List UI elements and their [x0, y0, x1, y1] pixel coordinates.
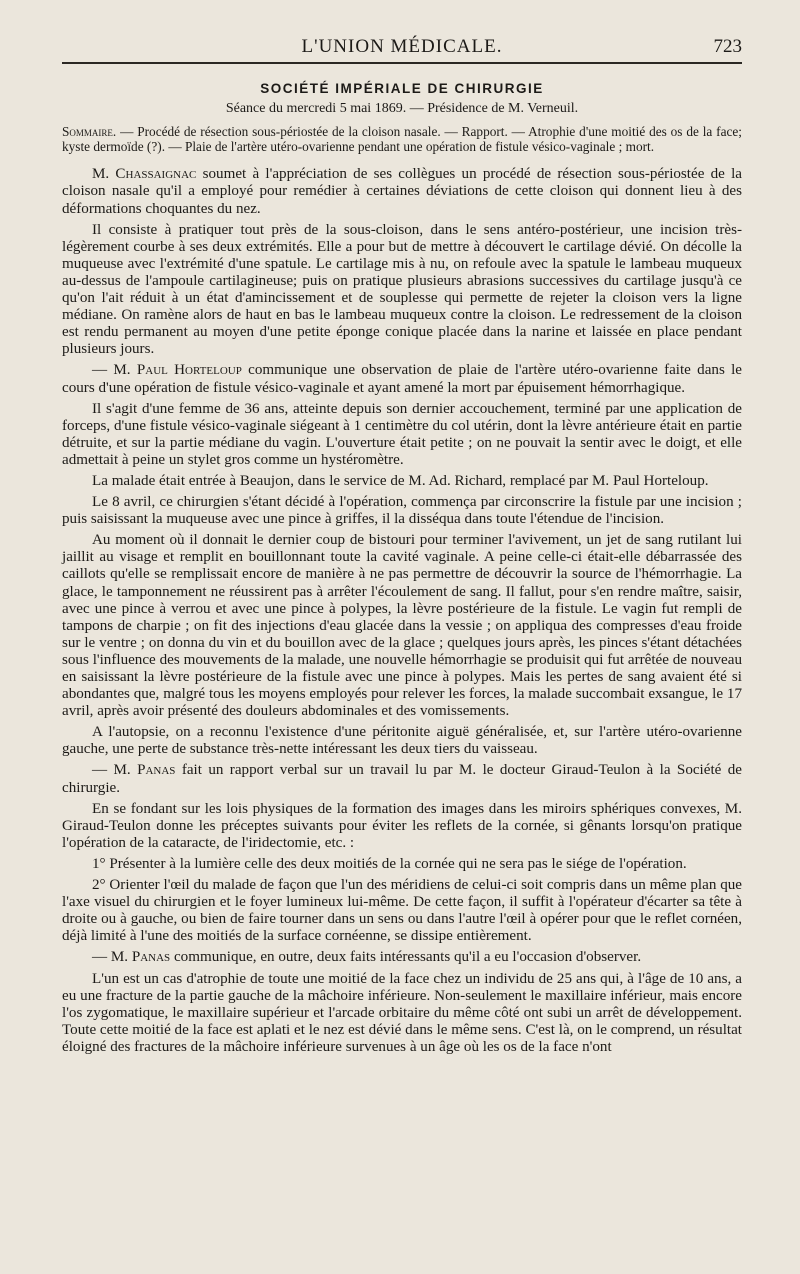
paragraph-text: Au moment où il donnait le dernier coup de bistouri pour terminer l'avivement, un jet de sang rutilant lui jaillit au visage et remplit en bouillonnant toute la cavité vaginale. A peine celle-ci était-elle débarrassée des caillots qu'elle se remplissait encore de manière à ne pas permettre de découvrir la source de l'hémorrhagie. La glace, le tamponnement ne réussirent pas à arrêter l'écoulement de sang. Il fallut, pour s'en rendre maître, saisir, avec une pince à verrou et avec une pince à polypes, la lèvre postérieure de la fistule. Le vagin fut rempli de tampons de charpie ; on fit des injections d'eau glacée dans la vessie ; on appliqua des compresses d'eau froide sur le ventre ; on donna du vin et du bouillon avec de la glace ; quelques jours après, les pinces s'étant détachées sous l'influence des mouvements de la malade, une nouvelle hémorrhagie se produisit qui fut arrêtée de nouveau en saisissant la lèvre postérieure de la fistule avec une pince à polypes. Mais les pertes de sang avaient été si abondantes que, malgré tous les moyens employés pour relever les forces, la malade succombait exsangue, le 17 avril, après avoir présenté des douleurs abdominales et des vomissements.	[62, 532, 742, 720]
speaker-name: — M. Panas	[92, 762, 176, 779]
paragraph-text: fait un rapport verbal sur un travail lu par M. le docteur Giraud-Teulon à la Société de chirurgie.	[62, 762, 742, 796]
session-line: Séance du mercredi 5 mai 1869. — Présidence de M. Verneuil.	[225, 101, 579, 117]
paragraph	[62, 724, 742, 758]
paragraph	[62, 532, 742, 720]
paragraph-list	[62, 166, 742, 1056]
summary-text: — Procédé de résection sous-périostée de la cloison nasale. — Rapport. — Atrophie d'une moitié des os de la face; kyste dermoïde (?). — Plaie de l'artère utéro-ovarienne pendant une opération de fistule vésico-vaginale ; mort.	[62, 124, 742, 154]
paragraph-text: Il consiste à pratiquer tout près de la sous-cloison, dans le sens antéro-postérieur, une incision très-légèrement courbe à ses deux extrémités. Elle a pour but de mettre à découvert le cartilage dévié. On décolle la muqueuse avec l'extrémité d'une spatule. Le cartilage mis à nu, on refoule avec la spatule le lambeau muqueux au-dessus de l'ampoule cartilagineuse; puis on pratique plusieurs abrasions successives du cartilage jusqu'à ce qu'on l'ait réduit à un état d'amincissement et de souplesse qui permette de rejeter la cloison vers la ligne médiane. On ramène alors de haut en bas le lambeau muqueux contre la cloison. Le redressement de la cloison est rendu permanent au moyen d'une petite éponge conique placée dans la narine et laissée en place pendant plusieurs jours.	[62, 221, 742, 358]
paragraph-text: La malade était entrée à Beaujon, dans le service de M. Ad. Richard, remplacé par M. Paul Horteloup.	[92, 472, 709, 489]
summary-label: Sommaire.	[62, 124, 117, 140]
paragraph	[62, 473, 742, 490]
paragraph-text: communique une observation de plaie de l'artère utéro-ovarienne faite dans le cours d'une opération de fistule vésico-vaginale et ayant amené la mort par épuisement hémorrhagique.	[62, 362, 743, 396]
paragraph	[62, 877, 742, 945]
paragraph	[62, 362, 742, 396]
speaker-name: M. Chassaignac	[92, 166, 197, 183]
paragraph-text: 1° Présenter à la lumière celle des deux moitiés de la cornée qui ne sera pas le siége de l'opération.	[92, 855, 687, 872]
paragraph-text: 2° Orienter l'œil du malade de façon que l'un des méridiens de celui-ci soit compris dans un même plan que l'axe visuel du chirurgien et le foyer lumineux lui-même. De cette façon, il suffit à l'opérateur d'écarter sa tête à droite ou à gauche, ou bien de faire tourner dans un sens ou dans l'autre l'œil à opérer pour que le reflet cornéen, déjà limité à l'une des moitiés de la surface cornéenne, se dissipe entièrement.	[62, 877, 742, 945]
paragraph-text: Il s'agit d'une femme de 36 ans, atteinte depuis son dernier accouchement, terminé par une application de forceps, d'une fistule vésico-vaginale siégeant à 1 centimètre du col utérin, dont la lèvre antérieure était en partie détruite, et sur la partie médiane du vagin. L'ouverture était petite ; on ne pouvait la sentir avec le doigt, et elle admettait à peine un stylet gros comme un hystéromètre.	[62, 400, 742, 468]
speaker-name: — M. Paul Horteloup	[92, 362, 242, 379]
section-title: SOCIÉTÉ IMPÉRIALE DE CHIRURGIE	[260, 81, 544, 96]
journal-title: L'UNION MÉDICALE.	[301, 36, 503, 57]
paragraph	[62, 949, 742, 966]
paragraph	[62, 762, 742, 796]
article-body	[62, 76, 742, 1060]
paragraph	[62, 166, 742, 217]
page-number: 723	[713, 36, 742, 57]
paragraph	[62, 494, 742, 528]
paragraph	[62, 971, 742, 1056]
paragraph	[62, 856, 742, 873]
paragraph-text: soumet à l'appréciation de ses collègues un procédé de résection sous-périostée de la cloison nasale qu'il a employé pour remédier à certaines déviations de cette cloison qui donnent lieu à des déformations choquantes du nez.	[62, 166, 743, 217]
summary	[62, 125, 742, 154]
speaker-name: — M. Panas	[92, 949, 171, 966]
paragraph	[62, 401, 742, 469]
paragraph-text: En se fondant sur les lois physiques de la formation des images dans les miroirs sphériques convexes, M. Giraud-Teulon donne les préceptes suivants pour éviter les reflets de la cornée, si gênants lorsqu'on pratique l'opération de la cataracte, de l'iridectomie, etc. :	[62, 800, 742, 851]
paragraph-text: communique, en outre, deux faits intéressants qu'il a eu l'occasion d'observer.	[170, 949, 642, 966]
paragraph-text: Le 8 avril, ce chirurgien s'étant décidé à l'opération, commença par circonscrire la fistule par une incision ; puis saisissant la muqueuse avec une pince à griffes, il la disséqua dans toute l'étendue de l'incision.	[62, 494, 742, 528]
paragraph-text: A l'autopsie, on a reconnu l'existence d'une péritonite aiguë généralisée, et, sur l'artère utéro-ovarienne gauche, une perte de substance très-nette intéressant les deux tiers du vaisseau.	[62, 724, 742, 758]
paragraph-text: L'un est un cas d'atrophie de toute une moitié de la face chez un individu de 25 ans qui, à l'âge de 10 ans, a eu une fracture de la partie gauche de la mâchoire inférieure. Non-seulement le maxillaire inférieur, mais encore l'os zygomatique, le maxillaire supérieur et l'arcade orbitaire du même côté ont subi un arrêt de développement. Toute cette moitié de la face est aplati et le nez est dévié dans le même sens. C'est là, on le comprend, un résultat éloigné des fractures de la mâchoire inférieure survenues à un âge où les os de la face n'ont	[62, 970, 742, 1055]
paragraph	[62, 222, 742, 359]
running-head	[62, 32, 742, 64]
paragraph	[62, 801, 742, 852]
